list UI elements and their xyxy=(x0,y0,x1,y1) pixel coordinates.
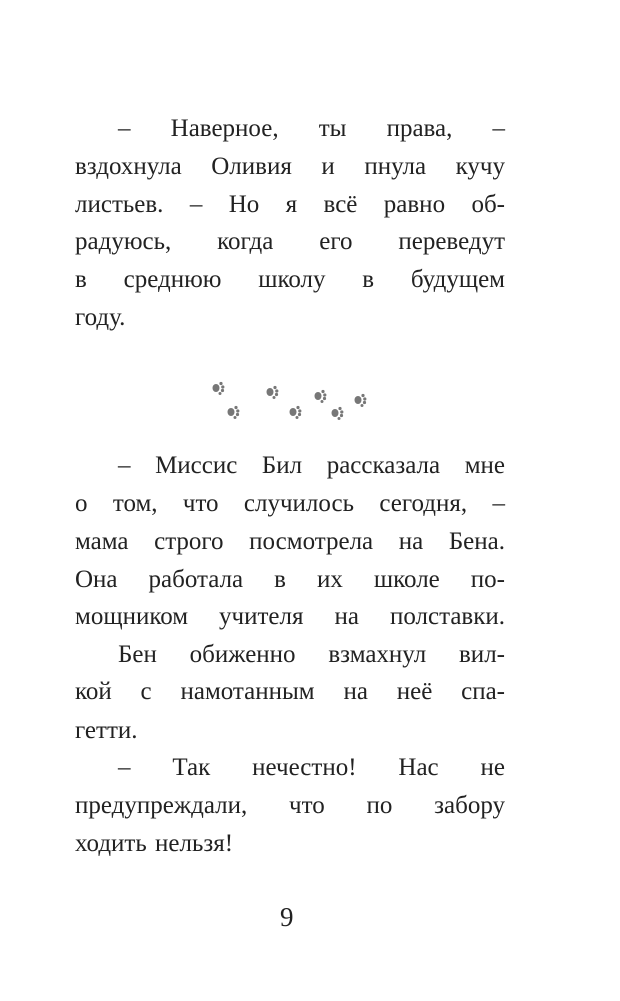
text-line: гетти. xyxy=(75,717,138,744)
text-line: мощником учителя на полставки. xyxy=(75,603,505,630)
paw-print-icon xyxy=(225,404,241,420)
text-line: о том, что случилось сегодня, – xyxy=(75,490,505,517)
text-line: – Миссис Бил рассказала мне xyxy=(118,452,505,479)
text-line: году. xyxy=(75,304,126,331)
text-line: – Наверное, ты права, – xyxy=(118,115,505,142)
text-line: Бен обиженно взмахнул вил- xyxy=(118,641,505,668)
text-line: Она работала в их школе по- xyxy=(75,566,505,593)
text-line: мама строго посмотрела на Бена. xyxy=(75,528,505,555)
page-number: 9 xyxy=(280,902,294,932)
paw-print-icon xyxy=(312,388,328,404)
text-line: предупреждали, что по забору xyxy=(75,792,505,819)
text-line: листьев. – Но я всё равно об- xyxy=(75,191,505,218)
paw-print-icon xyxy=(210,380,226,396)
text-line: – Так нечестно! Нас не xyxy=(118,754,505,781)
text-line: ходить нельзя! xyxy=(75,830,234,857)
paw-print-icon xyxy=(352,392,368,408)
paw-print-icon xyxy=(329,405,345,421)
text-line: в среднюю школу в будущем xyxy=(75,266,505,293)
text-line: радуюсь, когда его переведут xyxy=(75,228,505,255)
paw-print-icon xyxy=(264,384,280,400)
text-line: вздохнула Оливия и пнула кучу xyxy=(75,153,505,180)
text-line: кой с намотанным на неё спа- xyxy=(75,678,505,705)
paw-print-icon xyxy=(287,404,303,420)
